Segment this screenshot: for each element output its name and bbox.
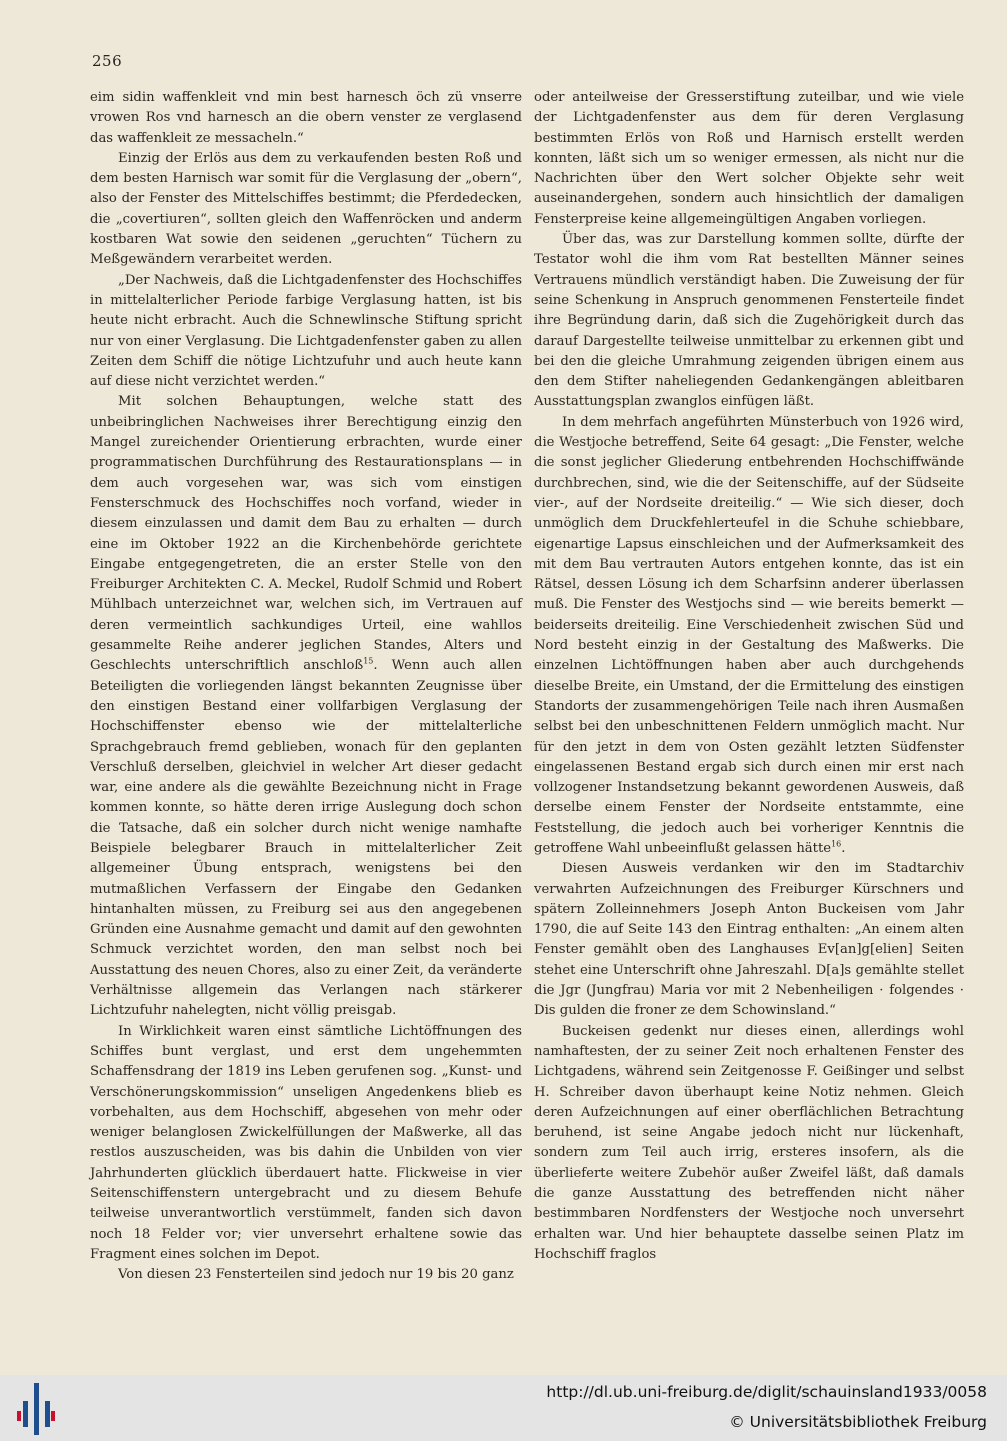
paragraph: Buckeisen gedenkt nur dieses einen, allerdings wohl namhaftesten, der zu seiner Zeit noch erhaltenen Fenster des Lichtgadens, während sein Zeitgenosse F. Geißinger und selbst H. Schreiber davon überhaupt keine Notiz nehmen. Gleich deren Aufzeichnungen auf einer oberflächlichen Betrachtung beruhend, ist seine Angabe jedoch nicht nur lückenhaft, sondern zum Teil auch irrig, ersteres insofern, als die überlieferte weitere Zubehör außer Zweifel läßt, daß damals die ganze Ausstattung des betreffenden nicht näher bestimmbaren Nordfensters der Westjoche noch unversehrt erhalten war. Und hier behauptete dasselbe seinen Platz im Hochschiff fraglos [534, 1023, 964, 1262]
page-number: 256 [92, 52, 123, 70]
paragraph: Über das, was zur Darstellung kommen sollte, dürfte der Testator wohl die ihm vom Rat bestellten Männer seines Vertrauens mündlich verständigt haben. Die Zuweisung der für seine Schenkung in Anspruch genommenen Fensterteile findet ihre Begründung darin, daß sich die Zugehörigkeit durch das darauf Dargestellte teilweise unmittelbar zu erkennen gibt und bei den die gleiche Umrahmung zeigenden übrigen einem aus den dem Stifter naheliegenden Gedankengängen ableitbaren Ausstattungsplan zwanglos einfügen läßt. [534, 232, 964, 410]
paragraph [90, 392, 522, 1021]
paragraph-text: Mit solchen Behauptungen, welche statt des unbeibringlichen Nachweises ihrer Berechtigung einzig den Mangel zureichender Orientierung erbrachten, wurde einer programmatischen Durchführung des Restaurationsplans — in dem auch vorgesehen war, was sich vom einstigen Fensterschmuck des Hochschiffes noch vorfand, wieder in diesem einzulassen und damit dem Bau zu erhalten — durch eine im Oktober 1922 an die Kirchenbehörde gerichtete Eingabe entgegengetreten, die an erster Stelle von den Freiburger Architekten C. A. Meckel, Rudolf Schmid und Robert Mühlbach unterzeichnet war, welchen sich, im Vertrauen auf deren vermeintlich sachkundiges Urteil, eine wahllos gesammelte Reihe anderer jeglichen Standes, Alters und Geschlechts unterschriftlich anschloß [90, 394, 522, 674]
paragraph-text: . [841, 840, 846, 856]
copyright-notice: © Universitätsbibliothek Freiburg [729, 1413, 987, 1431]
library-footer [0, 1375, 1007, 1441]
paragraph-text: . Wenn auch allen Beteiligten die vorliegenden längst bekannten Zeugnisse über den einstigen Bestand einer vollfarbigen Verglasung der Hochschiffenster ebenso wie der mittelalterliche Sprachgebrauch fremd geblieben, wonach für den geplanten Verschluß derselben, gleichviel in welcher Art dieser gedacht war, eine andere als die gewählte Bezeichnung nicht in Frage kommen konnte, so hätte deren irrige Auslegung doch schon die Tatsache, daß ein solcher durch nicht wenige namhafte Beispiele belegbarer Brauch in mittelalterlicher Zeit allgemeiner Übung entsprach, wenigstens bei den mutmaßlichen Verfassern der Eingabe den Gedanken hintanhalten müssen, zu Freiburg sei aus den angegebenen Gründen eine Ausnahme gemacht und damit auf den gewohnten Schmuck verzichtet worden, den man selbst noch bei Ausstattung des neuen Chores, also zu einer Zeit, da veränderte Verhältnisse allgemein das Verlangen nach stärkerer Lichtzufuhr nahelegten, nicht völlig preisgab. [90, 658, 522, 1019]
paragraph: Von diesen 23 Fensterteilen sind jedoch nur 19 bis 20 ganz [118, 1267, 514, 1283]
paragraph: eim sidin waffenkleit vnd min best harnesch öch zü vnserre vrowen Ros vnd harnesch an die obern venster ze verglasend das waffenkleit ze messacheln.“ [90, 90, 522, 146]
right-column [534, 88, 964, 1265]
paragraph [534, 413, 964, 860]
paragraph: Einzig der Erlös aus dem zu verkaufenden besten Roß und dem besten Harnisch war somit für die Verglasung der „obern“, also der Fenster des Mittelschiffes bestimmt; die Pferdedecken, die „covertiuren“, sollten gleich den Waffenröcken und anderm kostbaren Wat sowie den seidenen „geruchten“ Tüchern zu Meßgewändern verarbeitet werden. [90, 150, 522, 268]
left-column [90, 88, 522, 1286]
paragraph-text: In dem mehrfach angeführten Münsterbuch von 1926 wird, die Westjoche betreffend, Seite 64 gesagt: „Die Fenster, welche die sonst jeglicher Gliederung entbehrenden Hochschiffwände durchbrechen, sind, wie die der Seitenschiffe, auf der Südseite vier-, auf der Nordseite dreiteilig.“ — Wie sich dieser, doch unmöglich dem Druckfehlerteufel in die Schuhe schiebbare, eigenartige Lapsus einschleichen und der Aufmerksamkeit des mit dem Bau vertrauten Autors entgehen konnte, das ist ein Rätsel, dessen Lösung ich dem Scharfsinn anderer überlassen muß. Die Fenster des Westjochs sind — wie bereits bemerkt — beiderseits dreiteilig. Eine Verschiedenheit zwischen Süd und Nord besteht einzig in der Gestaltung des Maßwerks. Die einzelnen Lichtöffnungen haben aber auch durchgehends dieselbe Breite, ein Umstand, der die Ermittelung des einstigen Standorts der zusammengehörigen Teile nach ihren Ausmaßen selbst bei den unbeschnittenen Feldern unmöglich macht. Nur für den jetzt in dem von Osten gezählt letzten Südfenster eingelassenen Bestand ergab sich durch einen mir erst nach vollzogener Instandsetzung bekannt gewordenen Ausweis, daß derselbe einem Fenster der Nordseite entstammte, eine Feststellung, die jedoch auch bei vorheriger Kenntnis die getroffene Wahl unbeeinflußt gelassen hätte [534, 414, 964, 856]
paragraph: Diesen Ausweis verdanken wir den im Stadtarchiv verwahrten Aufzeichnungen des Freiburger Kürschners und spätern Zolleinnehmers Joseph Anton Buckeisen vom Jahr 1790, die auf Seite 143 den Eintrag enthalten: „An einem alten Fenster gemählt oben des Langhauses Ev[an]g[elien] Seiten stehet eine Unterschrift ohne Jahreszahl. D[a]s gemählte stellet die Jgr (Jungfrau) Maria vor mit 2 Nebenheiligen · folgendes · Dis gulden die froner ze dem Schowinsland.“ [534, 861, 964, 1019]
paragraph: „Der Nachweis, daß die Lichtgadenfenster des Hochschiffes in mittelalterlicher Periode farbige Verglasung hatten, ist bis heute nicht erbracht. Auch die Schnewlinsche Stiftung spricht nur von einer Verglasung. Die Lichtgadenfenster gaben zu allen Zeiten dem Schiff die nötige Lichtzufuhr und auch heute kann auf diese nicht verzichtet werden.“ [90, 272, 522, 390]
paragraph: In Wirklichkeit waren einst sämtliche Lichtöffnungen des Schiffes bunt verglast, und erst dem ungehemmten Schaffensdrang der 1819 ins Leben gerufenen sog. „Kunst- und Verschönerungskommission“ unseligen Angedenkens blieb es vorbehalten, aus dem Hochschiff, abgesehen von mehr oder weniger belanglosen Zwickelfüllungen der Maßwerke, all das restlos auszuscheiden, was bis dahin die Unbilden von vier Jahrhunderten glücklich überdauert hatte. Flickweise in vier Seitenschiffenstern untergebracht und zu diesem Behufe teilweise unverantwortlich verstümmelt, fanden sich davon noch 18 Felder vor; vier unversehrt erhaltene sowie das Fragment eines solchen im Depot. [90, 1023, 522, 1262]
footnote-ref-15: 15 [363, 656, 374, 666]
library-logo-icon [16, 1381, 56, 1437]
paragraph: oder anteilweise der Gresserstiftung zuteilbar, und wie viele der Lichtgadenfenster aus dem für deren Verglasung bestimmten Erlös von Roß und Harnisch erstellt werden konnten, läßt sich um so weniger ermessen, als nicht nur die Nachrichten über den Wert solcher Objekte sehr weit auseinandergehen, sondern auch hinsichtlich der damaligen Fensterpreise keine allgemeingültigen Angaben vorliegen. [534, 90, 964, 227]
footnote-ref-16: 16 [831, 839, 842, 849]
source-url-link[interactable]: http://dl.ub.uni-freiburg.de/diglit/schauinsland1933/0058 [546, 1383, 987, 1401]
